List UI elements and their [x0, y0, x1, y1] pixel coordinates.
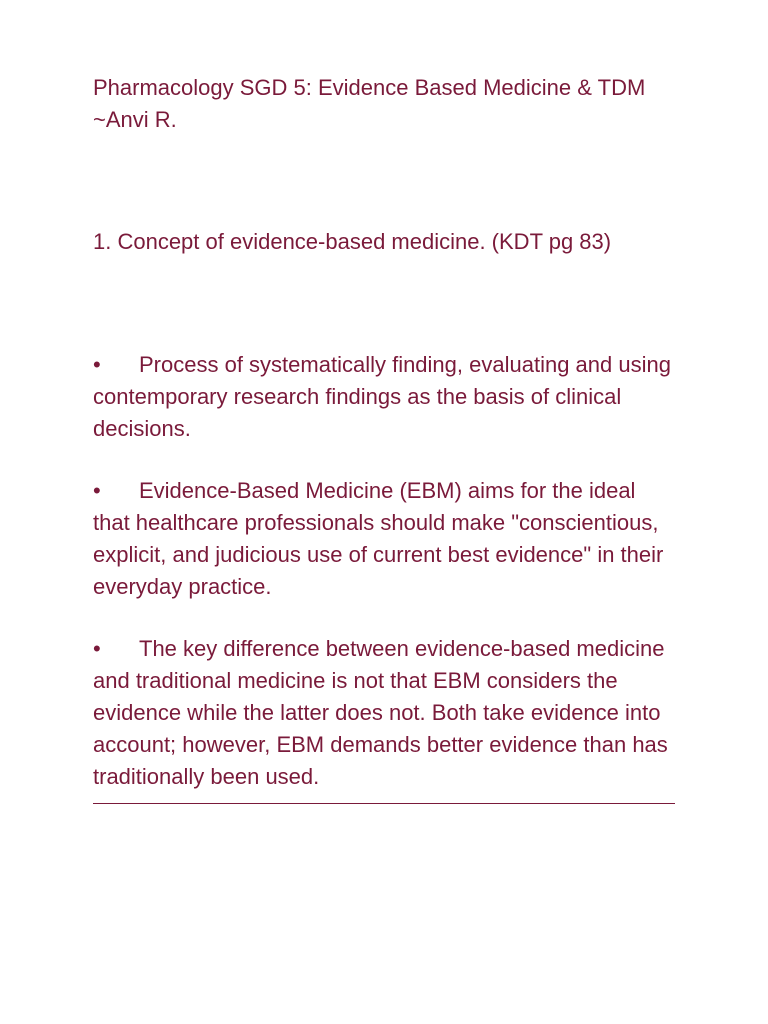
question-heading: 1. Concept of evidence-based medicine. (KDT pg 83)	[93, 229, 612, 254]
title-text: Pharmacology SGD 5: Evidence Based Medicine & TDM	[93, 75, 646, 100]
bullet-icon: •	[93, 478, 101, 503]
list-item	[93, 633, 678, 793]
bullet-text: Process of systematically finding, evaluating and using contemporary research findings as the basis of clinical decisions.	[93, 352, 671, 441]
author-text: ~Anvi R.	[93, 107, 177, 132]
divider-line	[93, 803, 675, 804]
bullet-icon: •	[93, 636, 101, 661]
document-title	[93, 72, 693, 136]
list-item	[93, 475, 678, 603]
bullet-text: The key difference between evidence-based medicine and traditional medicine is not that EBM considers the evidence while the latter does not. Both take evidence into account; however, EBM demands better evidence than has traditionally been used.	[93, 636, 668, 789]
list-item	[93, 349, 678, 445]
bullet-icon: •	[93, 352, 101, 377]
bullet-text: Evidence-Based Medicine (EBM) aims for the ideal that healthcare professionals should make "conscientious, explicit, and judicious use of current best evidence" in their everyday practice.	[93, 478, 664, 599]
bullet-list	[93, 349, 678, 823]
